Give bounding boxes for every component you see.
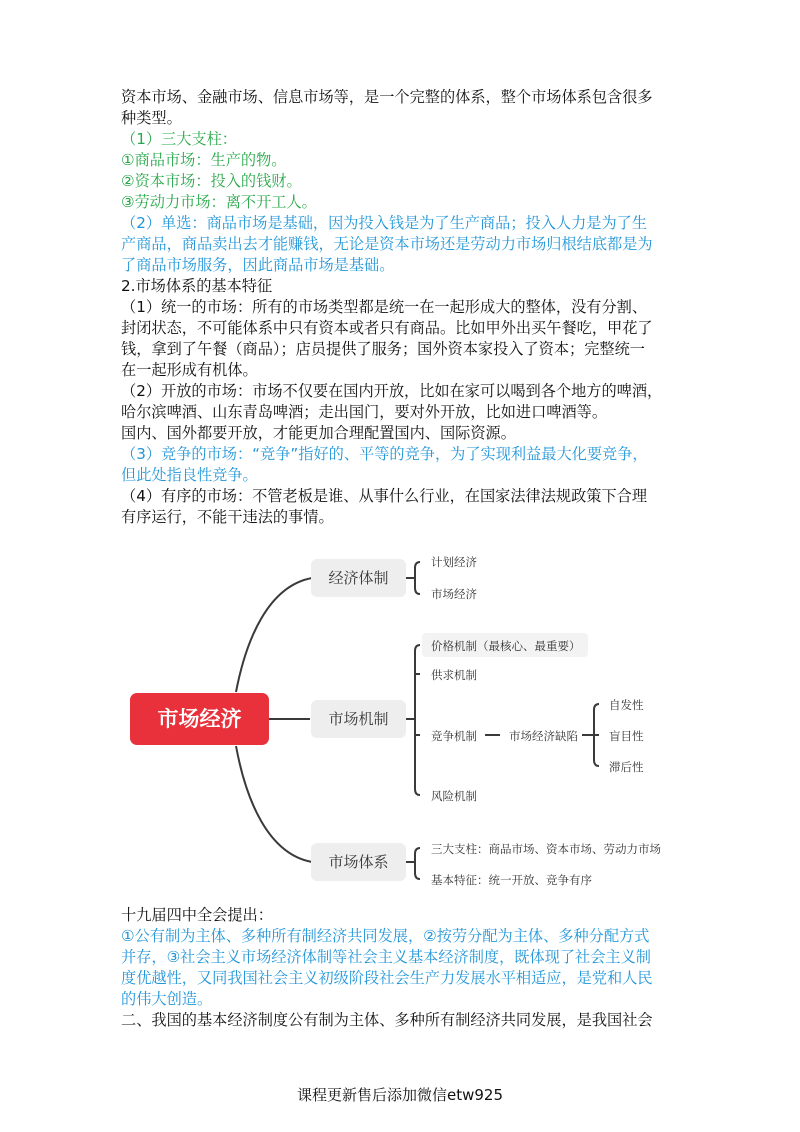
branch-label: 经济体制 xyxy=(328,569,389,587)
list-item: ③劳动力市场：离不开工人。 xyxy=(121,193,317,211)
section-heading: 2.市场体系的基本特征 xyxy=(121,277,273,295)
leaf-label: 三大支柱：商品市场、资本市场、劳动力市场 xyxy=(431,842,661,856)
text-line: 但此处指良性竞争。 xyxy=(121,466,258,484)
leaf-label: 计划经济 xyxy=(431,555,477,569)
text-line: （1）统一的市场：所有的市场类型都是统一在一起形成大的整体，没有分割、 xyxy=(121,298,648,316)
leaf-label: 竞争机制 xyxy=(431,729,477,743)
page-footer: 课程更新售后添加微信etw925 xyxy=(296,1086,503,1104)
text-line: 种类型。 xyxy=(121,109,182,127)
branch-node xyxy=(311,843,406,881)
text-line: 在一起形成有机体。 xyxy=(121,361,258,379)
connector xyxy=(236,746,312,862)
text-line: 国内、国外都要开放，才能更加合理配置国内、国际资源。 xyxy=(121,424,516,442)
branch-label: 市场体系 xyxy=(328,853,389,871)
text-line: （4）有序的市场：不管老板是谁、从事什么行业，在国家法律法规政策下合理 xyxy=(121,487,648,505)
leaf-label: 滞后性 xyxy=(609,760,644,774)
connector xyxy=(236,578,312,692)
leaf-label: 市场经济 xyxy=(431,587,477,601)
leaf-label: 盲目性 xyxy=(609,729,644,743)
root-node-label: 市场经济 xyxy=(157,707,242,731)
root-node xyxy=(130,693,269,745)
text-line: （2）单选：商品市场是基础，因为投入钱是为了生产商品；投入人力是为了生 xyxy=(121,214,648,232)
text-line: 有序运行，不能干违法的事情。 xyxy=(121,508,334,526)
text-line: 产商品，商品卖出去才能赚钱，无论是资本市场还是劳动力市场归根结底都是为 xyxy=(121,235,653,253)
leaf-label: 市场经济缺陷 xyxy=(509,729,578,743)
leaf-label: 自发性 xyxy=(609,698,644,712)
text-line: 哈尔滨啤酒、山东青岛啤酒；走出国门，要对外开放，比如进口啤酒等。 xyxy=(121,403,607,421)
text-line: 封闭状态，不可能体系中只有资本或者只有商品。比如甲外出买午餐吃，甲花了 xyxy=(121,319,653,337)
text-line: 了商品市场服务，因此商品市场是基础。 xyxy=(121,256,395,274)
section-subtitle: （1）三大支柱： xyxy=(121,130,237,148)
branch-node xyxy=(311,700,406,738)
section-heading: 十九届四中全会提出： xyxy=(121,906,273,924)
leaf-label: 风险机制 xyxy=(431,789,477,803)
leaf-label: 价格机制（最核心、最重要） xyxy=(431,639,581,653)
text-line: 的伟大创造。 xyxy=(121,990,213,1008)
leaf-label: 基本特征：统一开放、竞争有序 xyxy=(431,873,592,887)
list-item: ①商品市场：生产的物。 xyxy=(121,151,287,169)
branch-label: 市场机制 xyxy=(328,710,389,728)
text-line: 二、我国的基本经济制度公有制为主体、多种所有制经济共同发展，是我国社会 xyxy=(121,1011,653,1029)
text-line: （3）竞争的市场：“竞争”指好的、平等的竞争，为了实现利益最大化要竞争， xyxy=(121,445,648,463)
connector xyxy=(415,562,420,594)
list-item: ②资本市场：投入的钱财。 xyxy=(121,172,302,190)
connector xyxy=(415,848,420,879)
text-line: （2）开放的市场：市场不仅要在国内开放，比如在家可以喝到各个地方的啤酒， xyxy=(121,382,663,400)
text-line: ①公有制为主体、多种所有制经济共同发展，②按劳分配为主体、多种分配方式 xyxy=(121,927,650,945)
text-line: 资本市场、金融市场、信息市场等，是一个完整的体系，整个市场体系包含很多 xyxy=(121,88,653,106)
text-line: 并存，③社会主义市场经济体制等社会主义基本经济制度，既体现了社会主义制 xyxy=(121,948,651,966)
branch-node xyxy=(311,559,406,597)
text-line: 度优越性，又同我国社会主义初级阶段社会生产力发展水平相适应，是党和人民 xyxy=(121,969,653,987)
mind-map-connectors xyxy=(236,562,599,879)
connector xyxy=(415,645,420,795)
text-line: 钱，拿到了午餐（商品）；店员提供了服务；国外资本家投入了资本；完整统一 xyxy=(121,340,645,358)
leaf-label: 供求机制 xyxy=(431,668,477,682)
